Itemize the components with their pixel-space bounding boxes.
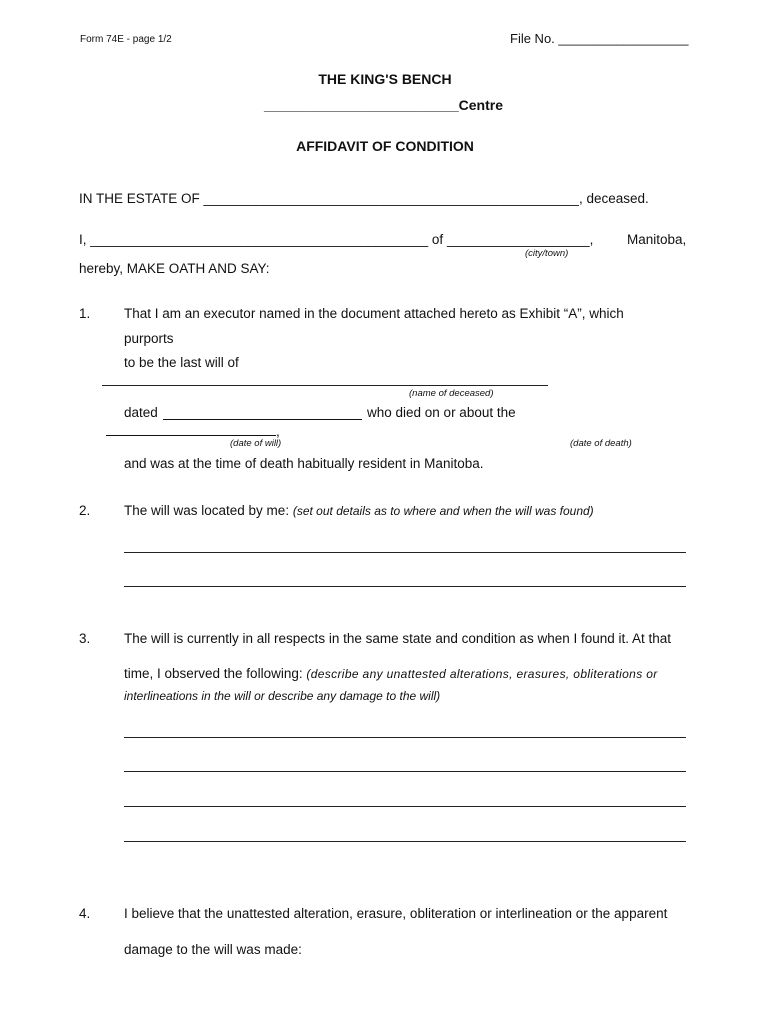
estate-name-field[interactable]: __________________________________________________ (203, 191, 579, 206)
centre-line (264, 97, 503, 113)
will-date-caption: (date of will) (230, 438, 282, 449)
para2-text: The will was located by me: (124, 503, 290, 518)
death-date-caption: (date of death) (570, 438, 632, 449)
oath-statement: hereby, MAKE OATH AND SAY: (79, 261, 270, 276)
para3-answer-line-2[interactable] (124, 771, 686, 772)
died-label: who died on or about the (367, 405, 516, 420)
city-caption: (city/town) (525, 248, 569, 259)
para1-line2: purports (124, 331, 174, 346)
para2-number: 2. (79, 503, 91, 518)
para1-number: 1. (79, 306, 91, 321)
para1-line3: to be the last will of (124, 355, 239, 370)
deceased-caption: (name of deceased) (409, 388, 494, 399)
of-label: of (431, 232, 444, 247)
para3-line2 (124, 666, 658, 681)
deponent-name-field[interactable]: _____________________________________________ (90, 232, 429, 247)
date-comma: , (276, 424, 280, 439)
court-title: THE KING'S BENCH (318, 71, 452, 87)
para3-answer-line-4[interactable] (124, 841, 686, 842)
centre-label: Centre (458, 97, 504, 113)
para2-line (124, 503, 594, 518)
document-title: AFFIDAVIT OF CONDITION (296, 138, 474, 154)
estate-prefix: IN THE ESTATE OF (79, 191, 200, 206)
para3-line3-instruction: interlineations in the will or describe any damage to the will) (124, 689, 441, 703)
para2-answer-line-1[interactable] (124, 552, 686, 553)
file-number-field[interactable]: File No. __________________ (510, 31, 689, 46)
para3-answer-line-3[interactable] (124, 806, 686, 807)
para3-number: 3. (79, 631, 91, 646)
city-field[interactable]: ___________________, (446, 232, 594, 247)
death-date-field[interactable] (106, 435, 276, 436)
will-date-field[interactable] (163, 419, 362, 420)
para1-resident: and was at the time of death habitually resident in Manitoba. (124, 456, 484, 471)
para1-line1: That I am an executor named in the document attached hereto as Exhibit “A”, which (124, 306, 624, 321)
para4-line1: I believe that the unattested alteration, erasure, obliteration or interlineation or the apparent (124, 906, 668, 921)
para3-line2-text: time, I observed the following: (124, 666, 303, 681)
para4-line2: damage to the will was made: (124, 942, 302, 957)
para3-line1: The will is currently in all respects in the same state and condition as when I found it. At that (124, 631, 672, 646)
province-label: Manitoba, (627, 232, 687, 247)
para3-answer-line-1[interactable] (124, 737, 686, 738)
deponent-prefix: I, (79, 232, 87, 247)
deponent-line (79, 232, 593, 247)
form-label: Form 74E - page 1/2 (80, 34, 172, 45)
para2-answer-line-2[interactable] (124, 586, 686, 587)
para2-instruction: (set out details as to where and when the will was found) (292, 504, 594, 518)
para4-number: 4. (79, 906, 91, 921)
estate-suffix: , deceased. (578, 191, 649, 206)
dated-label: dated (124, 405, 158, 420)
centre-blank[interactable]: _________________________ (264, 97, 459, 113)
deceased-name-field[interactable] (102, 385, 548, 386)
estate-line (79, 191, 649, 206)
para3-line2-instruction: (describe any unattested alterations, erasures, obliterations or (306, 667, 658, 681)
